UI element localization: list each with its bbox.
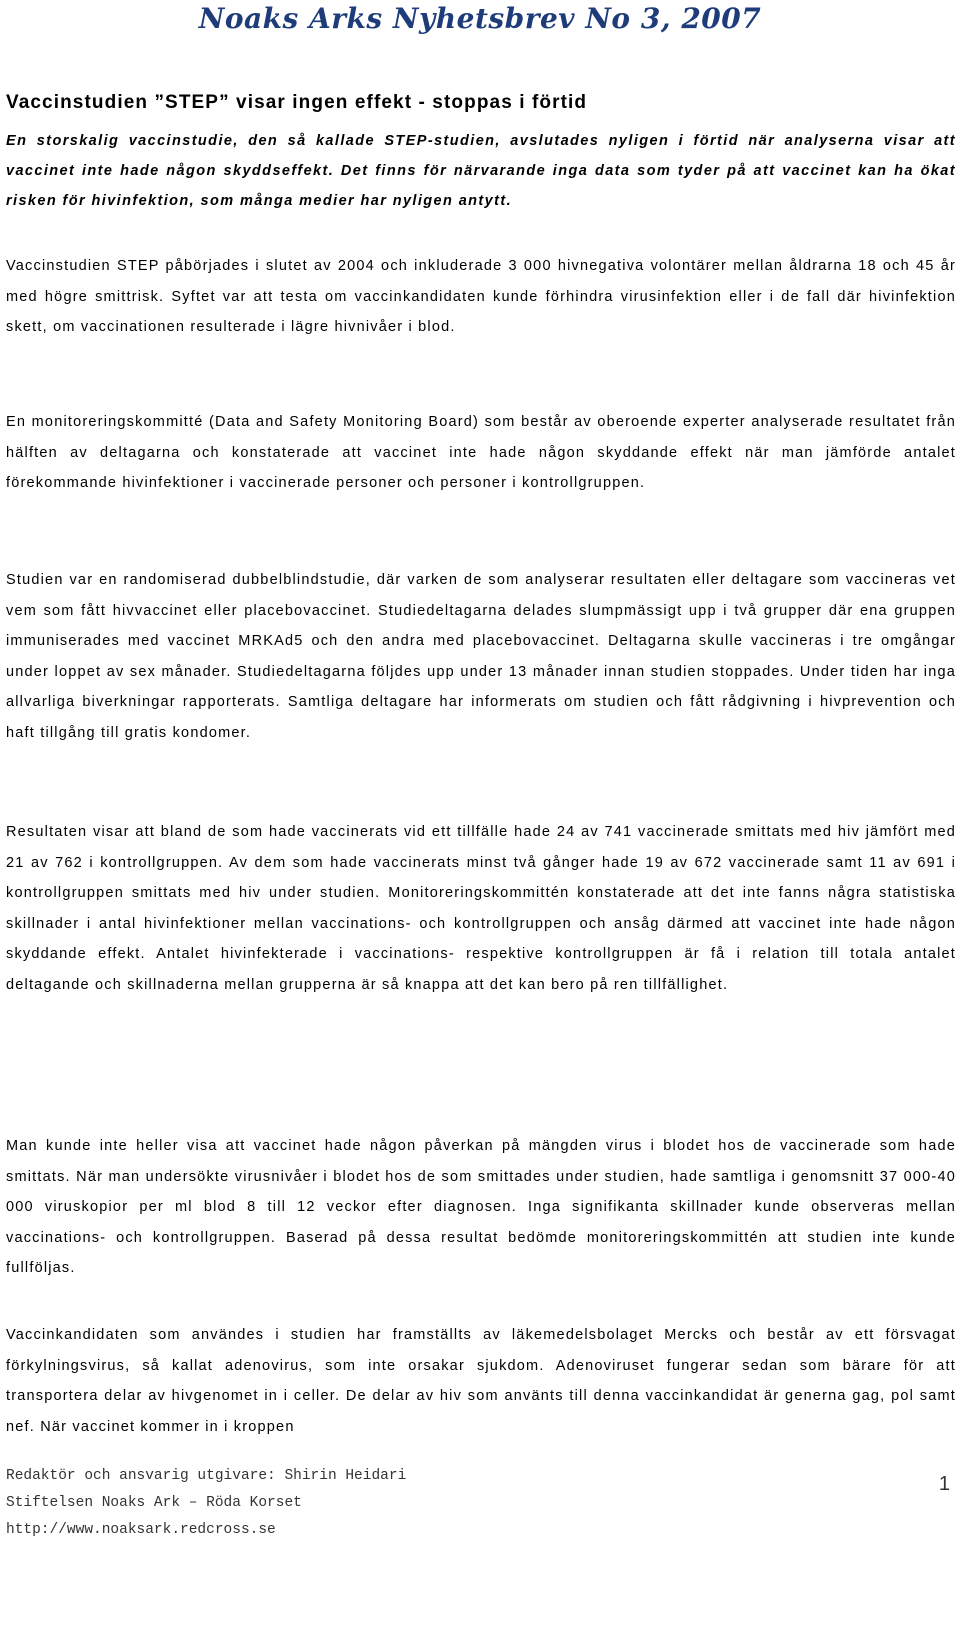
newsletter-title: Noaks Arks Nyhetsbrev No 3, 2007 — [198, 2, 762, 35]
article-paragraph-4: Resultaten visar att bland de som hade vaccinerats vid ett tillfälle hade 24 av 741 vaccinerade smittats med hiv jämfört med 21 av 762 i kontrollgruppen. Av dem som hade vaccinerats minst två gånger hade 19 av 672 vaccinerade samt 11 av 691 i kontrollgruppen smittats med hiv under studien. Monitoreringskommittén konstaterade att det inte fanns några statistiska skillnader i antal hivinfektioner mellan vaccinations- och kontrollgruppen och ansåg därmed att vaccinet inte hade någon skyddande effekt. Antalet hivinfekterade i vaccinations- respektive kontrollgruppen är få i relation till totala antalet deltagande och skillnaderna mellan grupperna är så knappa att det kan bero på ren tillfällighet. — [6, 824, 956, 993]
article-paragraph-3: Studien var en randomiserad dubbelblindstudie, där varken de som analyserar resultaten eller deltagare som vaccineras vet vem som fått hivvaccinet eller placebovaccinet. Studiedeltagarna delades slumpmässigt upp i två grupper där ena gruppen immuniserades med vaccinet MRKAd5 och den andra med placebovaccinet. Deltagarna skulle vaccineras i tre omgångar under loppet av sex månader. Studiedeltagarna följdes upp under 13 månader innan studien stoppades. Under tiden har inga allvarliga biverkningar rapporterats. Samtliga deltagare har informerats om studien och fått rådgivning i hivprevention och haft tillgång till gratis kondomer. — [6, 572, 956, 741]
article-lead: En storskalig vaccinstudie, den så kallade STEP-studien, avslutades nyligen i förtid när analyserna visar att vaccinet inte hade någon skyddseffekt. Det finns för närvarande inga data som tyder på att vaccinet kan ha ökat risken för hivinfektion, som många medier har nyligen antytt. — [6, 133, 956, 209]
footer-organization: Stiftelsen Noaks Ark – Röda Korset — [6, 1495, 302, 1511]
article-paragraph-6: Vaccinkandidaten som användes i studien har framställts av läkemedelsbolaget Mercks och består av ett försvagat förkylningsvirus, så kallat adenovirus, som inte orsakar sjukdom. Adenoviruset fungerar sedan som bärare för att transportera delar av hivgenomet in i celler. De delar av hiv som använts till denna vaccinkandidat är generna gag, pol samt nef. När vaccinet kommer in i kroppen — [6, 1327, 956, 1435]
article-paragraph-5: Man kunde inte heller visa att vaccinet hade någon påverkan på mängden virus i blodet hos de vaccinerade som hade smittats. När man undersökte virusnivåer i blodet hos de som smittades under studien, hade samtliga i genomsnitt 37 000-40 000 viruskopior per ml blod 8 till 12 veckor efter diagnosen. Inga signifikanta skillnader kunde observeras mellan vaccinations- och kontrollgruppen. Baserad på dessa resultat bedömde monitoreringskommittén att studien inte kunde fullföljas. — [6, 1138, 956, 1276]
footer-url-link[interactable]: http://www.noaksark.redcross.se — [6, 1522, 276, 1538]
article-headline: Vaccinstudien ”STEP” visar ingen effekt - stoppas i förtid — [6, 92, 588, 113]
page-number: 1 — [938, 1473, 950, 1495]
article-paragraph-1: Vaccinstudien STEP påbörjades i slutet av 2004 och inkluderade 3 000 hivnegativa volontärer mellan åldrarna 18 och 45 år med högre smittrisk. Syftet var att testa om vaccinkandidaten kunde förhindra virusinfektion eller i de fall där hivinfektion skett, om vaccinationen resulterade i lägre hivnivåer i blod. — [6, 258, 956, 335]
article-paragraph-2: En monitoreringskommitté (Data and Safety Monitoring Board) som består av oberoende experter analyserade resultatet från hälften av deltagarna och konstaterade att vaccinet inte hade någon skyddande effekt när man jämförde antalet förekommande hivinfektioner i vaccinerade personer och personer i kontrollgruppen. — [6, 414, 956, 491]
footer-editor: Redaktör och ansvarig utgivare: Shirin Heidari — [6, 1468, 407, 1484]
